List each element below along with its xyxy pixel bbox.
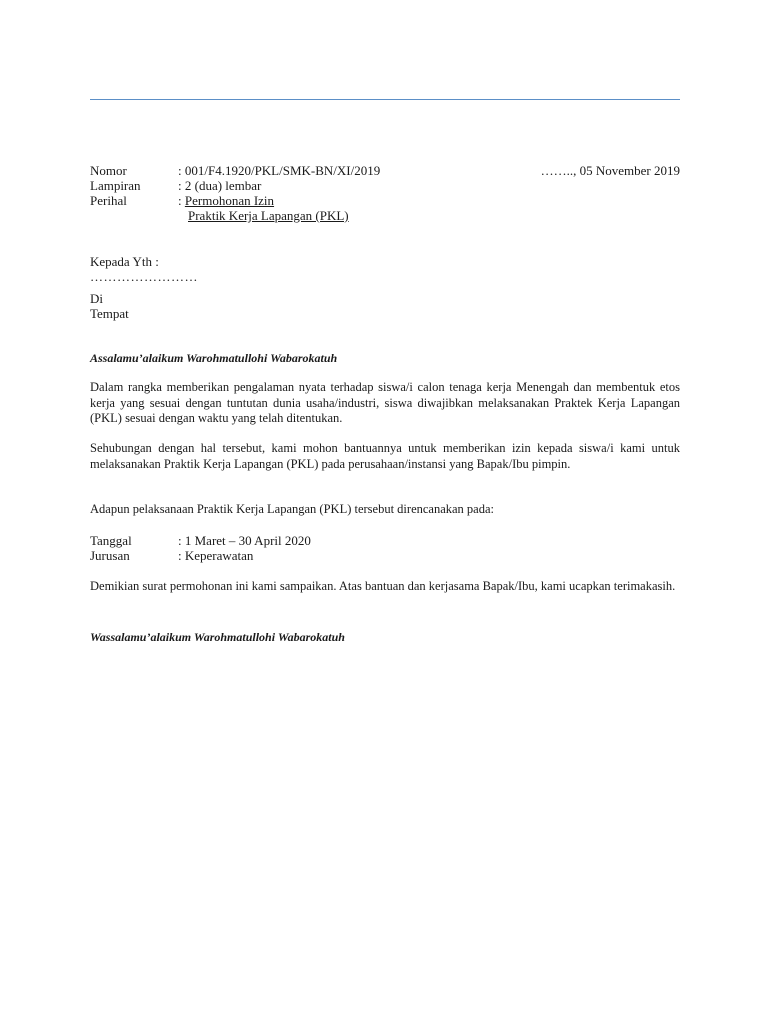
nomor-value: : 001/F4.1920/PKL/SMK-BN/XI/2019	[178, 163, 381, 178]
tanggal-row	[90, 533, 680, 548]
recipient-spacer	[90, 284, 680, 291]
tanggal-label: Tanggal	[90, 533, 132, 548]
opening-salutation: Assalamu’alaikum Warohmatullohi Wabarokatuh	[90, 351, 338, 365]
nomor-label: Nomor	[90, 163, 127, 178]
perihal-value	[178, 193, 274, 208]
recipient-di: Di	[90, 291, 103, 306]
paragraph-closing: Demikian surat permohonan ini kami sampaikan. Atas bantuan dan kerjasama Bapak/Ibu, kami ucapkan terimakasih.	[90, 579, 676, 593]
perihal-colon: :	[178, 193, 185, 208]
tanggal-value: : 1 Maret – 30 April 2020	[178, 533, 311, 548]
perihal-row-cont	[90, 208, 680, 223]
recipient-placeholder: ……………………	[90, 269, 198, 284]
letter-meta	[90, 163, 680, 223]
lampiran-value: : 2 (dua) lembar	[178, 178, 262, 193]
paragraph-intro: Dalam rangka memberikan pengalaman nyata terhadap siswa/i calon tenaga kerja Menengah dan membentuk etos kerja yang sesuai dengan tuntutan dunia usaha/industri, siswa diwajibkan melaksanakan Praktek Kerja Lapangan (PKL) sesuai dengan waktu yang telah ditentukan.	[90, 380, 680, 425]
jurusan-value: : Keperawatan	[178, 548, 254, 563]
paragraph-request: Sehubungan dengan hal tersebut, kami mohon bantuannya untuk memberikan izin kepada siswa/i kami untuk melaksanakan Praktik Kerja Lapangan (PKL) pada perusahaan/instansi yang Bapak/Ibu pimpin.	[90, 441, 680, 471]
jurusan-label: Jurusan	[90, 548, 130, 563]
perihal-row	[90, 193, 680, 208]
lampiran-row	[90, 178, 680, 193]
nomor-row	[90, 163, 680, 178]
schedule-block	[90, 533, 680, 563]
recipient-place: Tempat	[90, 306, 129, 321]
paragraph-schedule-intro: Adapun pelaksanaan Praktik Kerja Lapangan (PKL) tersebut direncanakan pada:	[90, 502, 495, 516]
perihal-subject-line1: Permohonan Izin	[184, 193, 275, 208]
jurusan-row	[90, 548, 680, 563]
letter-date: …….., 05 November 2019	[540, 163, 680, 178]
recipient-greeting: Kepada Yth :	[90, 254, 159, 269]
perihal-subject-line2: Praktik Kerja Lapangan (PKL)	[188, 208, 349, 223]
lampiran-label: Lampiran	[90, 178, 141, 193]
perihal-label: Perihal	[90, 193, 127, 208]
recipient-block	[90, 254, 680, 321]
header-rule	[90, 99, 680, 100]
closing-salutation: Wassalamu’alaikum Warohmatullohi Wabarokatuh	[90, 630, 345, 644]
